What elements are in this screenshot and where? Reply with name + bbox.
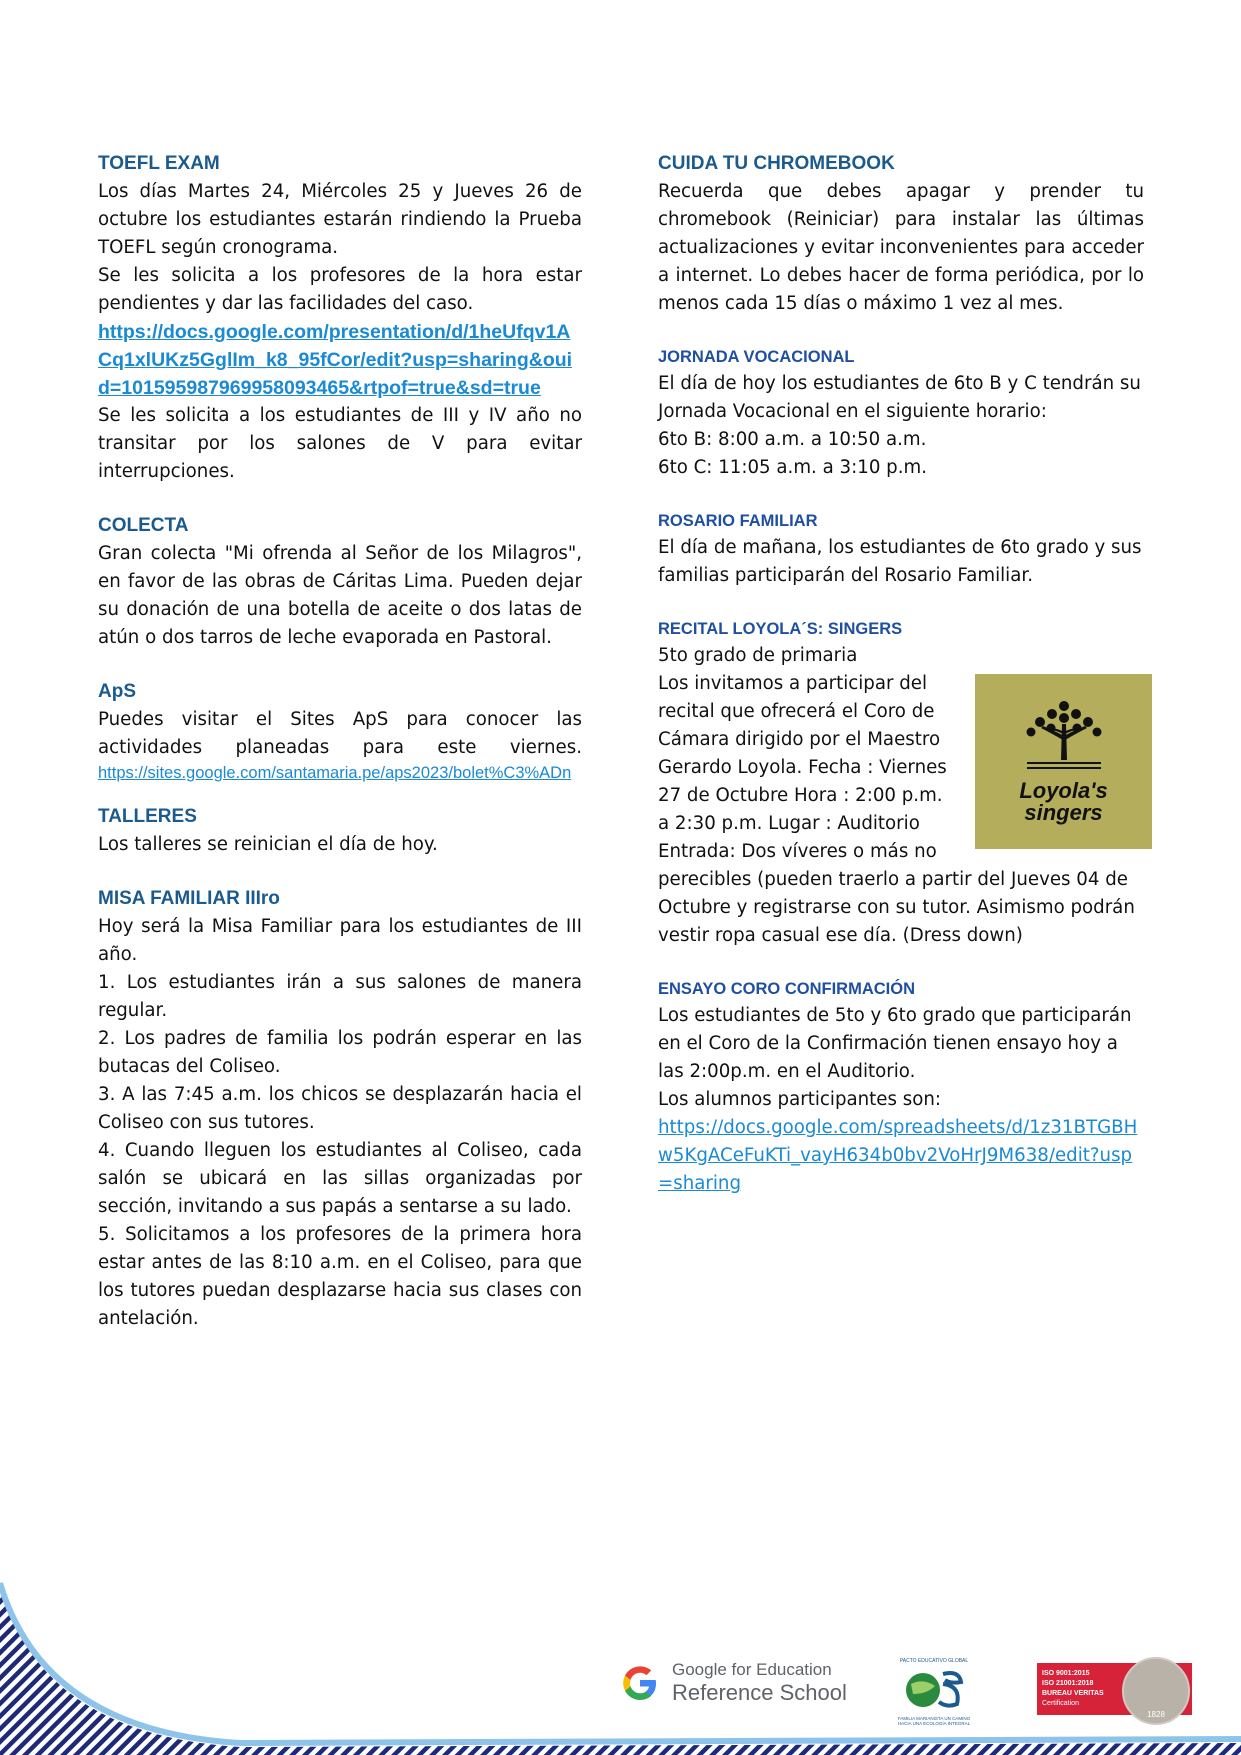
bv-iso-9001: ISO 9001:2015: [1042, 1670, 1090, 1677]
toefl-paragraph-1: Los días Martes 24, Miércoles 25 y Jueves 26 de octubre los estudiantes estarán rindiendo la Prueba TOEFL según cronograma.: [98, 181, 582, 258]
vocacional-line-b: 6to B: 8:00 a.m. a 10:50 a.m.: [658, 429, 927, 450]
toefl-link[interactable]: https://docs.google.com/presentation/d/1heUfqv1ACq1xlUKz5GglIm_k8_95fCor/edit?usp=sharing&ouid=101595987969958093465&rtpof=true&sd=true: [98, 321, 573, 399]
google-for-education-badge: [620, 1660, 847, 1706]
chromebook-title: CUIDA TU CHROMEBOOK: [658, 153, 895, 174]
rosario-paragraph: El día de mañana, los estudiantes de 6to grado y sus familias participarán del Rosario Familiar.: [658, 537, 1142, 586]
chromebook-section: [658, 150, 1144, 318]
bureau-veritas-seal-icon: [1122, 1657, 1190, 1725]
ensayo-title: ENSAYO CORO CONFIRMACIÓN: [658, 980, 915, 998]
misa-item-3: 3. A las 7:45 a.m. los chicos se desplazarán hacia el Coliseo con sus tutores.: [98, 1084, 582, 1133]
talleres-title: TALLERES: [98, 806, 197, 827]
bv-name: BUREAU VERITAS: [1042, 1690, 1104, 1697]
google-g-icon: [620, 1663, 660, 1703]
pacto-educativo-logo: [896, 1658, 972, 1726]
rosario-section: [658, 508, 1144, 590]
recital-paragraph: Los invitamos a participar del recital que ofrecerá el Coro de Cámara dirigido por el Maestro Gerardo Loyola. Fecha : Viernes 27 de Octubre Hora : 2:00 p.m. a 2:30 p.m. Lugar : Auditorio Entrada: Dos víveres o más no perecibles (pueden traerlo a partir del Jueves 04 de Octubre y registrarse con su tutor. Asimismo podrán vestir ropa casual ese día. (Dress down): [658, 673, 1135, 946]
ensayo-participants-label: Los alumnos participantes son:: [658, 1089, 942, 1110]
toefl-paragraph-2: Se les solicita a los profesores de la hora estar pendientes y dar las facilidades del caso.: [98, 265, 582, 314]
globe-leaf-icon: [899, 1664, 969, 1712]
ensayo-link[interactable]: https://docs.google.com/spreadsheets/d/1z31BTGBHw5KgACeFuKTi_vayH634b0bv2VoHrJ9M638/edit?usp=sharing: [658, 1117, 1138, 1194]
ensayo-paragraph: Los estudiantes de 5to y 6to grado que participarán en el Coro de la Confirmación tienen ensayo hoy a las 2:00p.m. en el Auditorio.: [658, 1005, 1132, 1082]
vocacional-line-c: 6to C: 11:05 a.m. a 3:10 p.m.: [658, 457, 927, 478]
aps-paragraph: Puedes visitar el Sites ApS para conocer las actividades planeadas para este viernes.: [98, 709, 582, 758]
toefl-title: TOEFL EXAM: [98, 153, 220, 174]
recital-section: [658, 616, 1144, 950]
right-column: [658, 150, 1144, 1224]
misa-title: MISA FAMILIAR IIIro: [98, 888, 280, 909]
bv-certification: Certification: [1042, 1700, 1079, 1707]
ensayo-section: [658, 976, 1144, 1198]
bv-iso-21001: ISO 21001:2018: [1042, 1680, 1094, 1687]
vocacional-title: JORNADA VOCACIONAL: [658, 348, 855, 366]
aps-section: [98, 678, 582, 785]
colecta-section: [98, 512, 582, 652]
colecta-title: COLECTA: [98, 515, 189, 536]
toefl-paragraph-3: Se les solicita a los estudiantes de III y IV año no transitar por los salones de V para evitar interrupciones.: [98, 405, 582, 482]
gfe-line-1: Google for Education: [672, 1660, 832, 1679]
pe-bottom-text: FAMILIA MARIANISTA UN CAMINO HACIA UNA ECOLOGÍA INTEGRAL: [897, 1716, 971, 1726]
recital-subtitle: 5to grado de primaria: [658, 645, 858, 666]
talleres-section: [98, 803, 582, 859]
chromebook-paragraph: Recuerda que debes apagar y prender tu chromebook (Reiniciar) para instalar las últimas actualizaciones y evitar inconvenientes para acceder a internet. Lo debes hacer de forma periódica, por lo menos cada 15 días o máximo 1 vez al mes.: [658, 181, 1144, 314]
talleres-paragraph: Los talleres se reinician el día de hoy.: [98, 834, 438, 855]
gfe-line-2: Reference School: [672, 1680, 847, 1705]
left-column: [98, 150, 582, 1359]
misa-item-2: 2. Los padres de familia los podrán esperar en las butacas del Coliseo.: [98, 1028, 582, 1077]
aps-title: ApS: [98, 681, 136, 702]
misa-item-5: 5. Solicitamos a los profesores de la primera hora estar antes de las 8:10 a.m. en el Coliseo, para que los tutores puedan desplazarse hacia sus clases con antelación.: [98, 1224, 582, 1329]
misa-item-1: 1. Los estudiantes irán a sus salones de manera regular.: [98, 972, 582, 1021]
vocacional-paragraph: El día de hoy los estudiantes de 6to B y C tendrán su Jornada Vocacional en el siguiente horario:: [658, 373, 1141, 422]
logo-text-singers: singers: [1024, 799, 1103, 825]
logo-text-loyolas: Loyola's: [1019, 777, 1108, 803]
loyolas-singers-logo: [975, 674, 1152, 849]
bv-seal-year: 1828: [1147, 1710, 1165, 1719]
bureau-veritas-certification: [1037, 1663, 1192, 1719]
choir-tree-icon: [1019, 700, 1109, 780]
recital-title: RECITAL LOYOLA´S: SINGERS: [658, 620, 903, 638]
misa-section: [98, 885, 582, 1333]
misa-item-4: 4. Cuando lleguen los estudiantes al Coliseo, cada salón se ubicará en las sillas organizadas por sección, invitando a sus papás a sentarse a su lado.: [98, 1140, 582, 1217]
misa-intro: Hoy será la Misa Familiar para los estudiantes de III año.: [98, 916, 582, 965]
aps-link[interactable]: https://sites.google.com/santamaria.pe/aps2023/bolet%C3%ADn: [98, 764, 572, 782]
toefl-section: [98, 150, 582, 486]
pe-top-text: PACTO EDUCATIVO GLOBAL: [899, 1658, 969, 1664]
vocacional-section: [658, 344, 1144, 482]
rosario-title: ROSARIO FAMILIAR: [658, 512, 818, 530]
footer-stripe-decoration: [0, 1535, 1241, 1755]
colecta-paragraph: Gran colecta "Mi ofrenda al Señor de los Milagros", en favor de las obras de Cáritas Lima. Pueden dejar su donación de una botella de aceite o dos latas de atún o dos tarros de leche evaporada en Pastoral.: [98, 543, 582, 648]
